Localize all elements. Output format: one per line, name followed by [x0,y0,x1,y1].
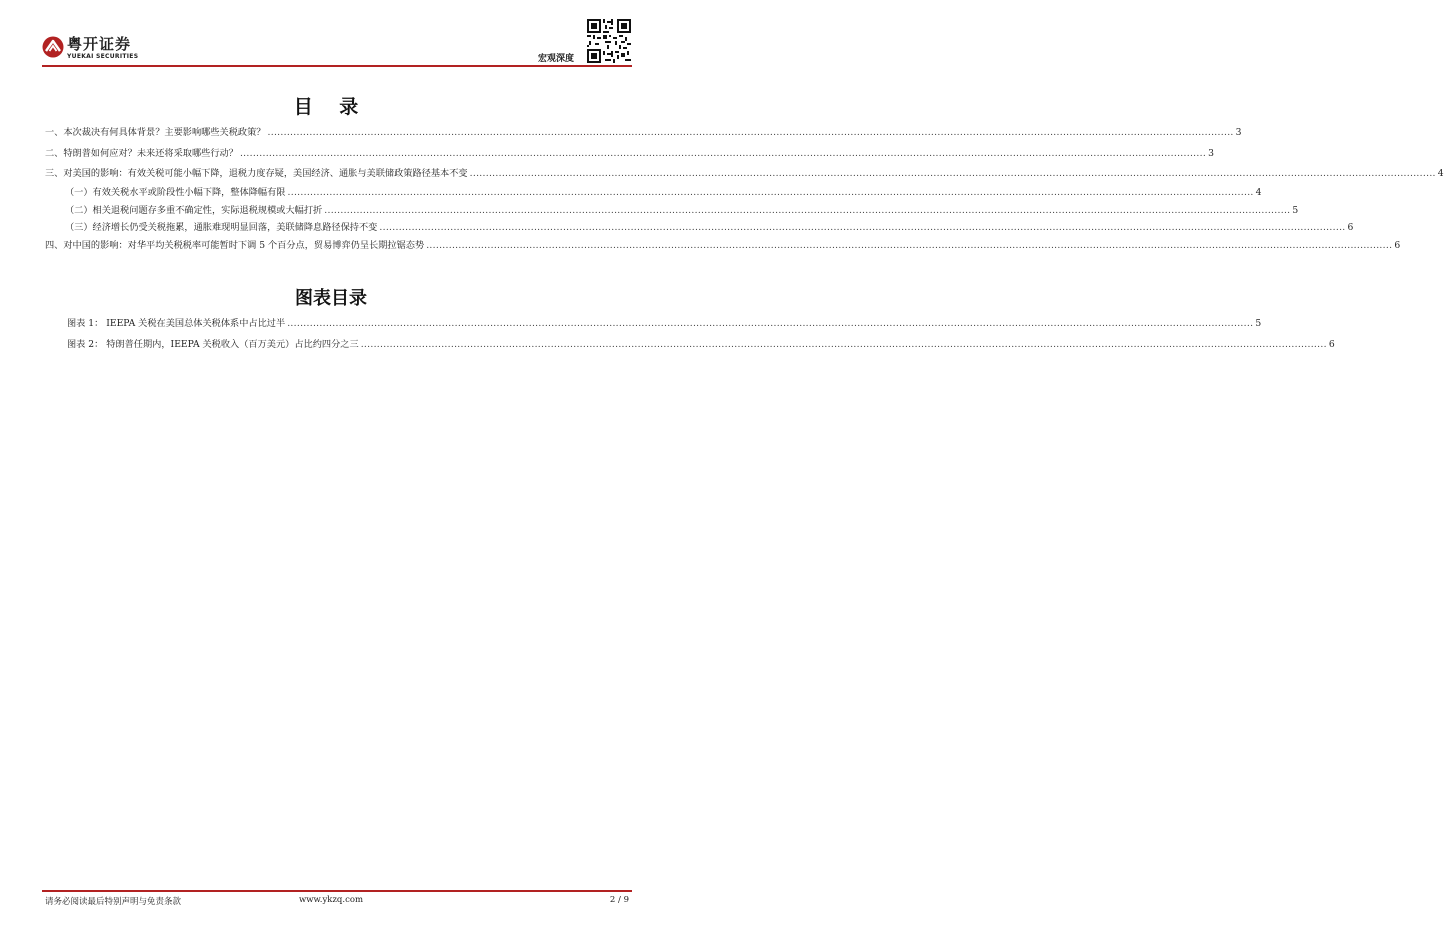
toc-item-page: 3 [1235,127,1242,138]
toc-leader-dots: ............................................................................................................................................................................................................................................................................................................ [379,222,1346,233]
toc-item[interactable] [45,168,1444,180]
toc-leader-dots: ............................................................................................................................................................................................................................................................................................................ [267,127,1234,138]
toc-leader-dots: ............................................................................................................................................................................................................................................................................................................ [287,318,1254,329]
toc-item-label: 三、对美国的影响：有效关税可能小幅下降，退税力度存疑，美国经济、通胀与美联储政策路径基本不变 [45,168,468,179]
figure-item[interactable] [67,339,1335,351]
yuekai-logo-icon [42,36,64,58]
footer-page-number: 2 / 9 [609,895,629,905]
toc-item-label: 四、对中国的影响：对华平均关税税率可能暂时下调 5 个百分点，贸易博弈仍呈长期拉锯态势 [45,240,425,251]
toc-item-page: 5 [1292,205,1299,216]
toc-leader-dots: ............................................................................................................................................................................................................................................................................................................ [239,148,1207,159]
toc-item-page: 6 [1347,222,1354,233]
footer-website-link[interactable]: www.ykzq.com [298,895,364,905]
page-header [0,0,662,70]
figure-item-label: 图表 2： 特朗普任期内，IEEPA 关税收入（百万美元）占比约四分之三 [67,339,359,350]
toc-item[interactable] [45,148,1214,160]
toc-subitem[interactable] [65,205,1299,217]
header-divider [42,65,632,67]
footer-disclaimer: 请务必阅读最后特别声明与免责条款 [45,897,182,907]
toc-subitem[interactable] [65,187,1262,199]
toc-leader-dots: ............................................................................................................................................................................................................................................................................................................ [324,205,1291,216]
company-logo [42,36,162,62]
toc-title: 目 录 [293,96,369,118]
figure-item-page: 6 [1328,339,1335,350]
toc-item-page: 3 [1208,148,1214,159]
figures-title: 图表目录 [295,288,367,309]
toc-subitem[interactable] [65,222,1354,234]
toc-leader-dots: ............................................................................................................................................................................................................................................................................................................ [287,187,1254,198]
figure-item[interactable] [67,318,1262,330]
toc-item-label: （三）经济增长仍受关税拖累，通胀难现明显回落，美联储降息路径保持不变 [65,222,378,233]
figure-item-page: 5 [1255,318,1262,329]
toc-item-page: 4 [1437,168,1444,179]
toc-item[interactable] [45,127,1242,139]
toc-item-label: 二、特朗普如何应对？未来还将采取哪些行动？ [45,148,238,159]
logo-chinese-name: 粤开证券 [67,35,132,53]
toc-leader-dots: ............................................................................................................................................................................................................................................................................................................ [426,240,1393,251]
toc-item-label: （二）相关退税问题存多重不确定性，实际退税规模或大幅打折 [65,205,323,216]
logo-english-name: YUEKAI SECURITIES [67,53,139,60]
toc-item[interactable] [45,240,1401,252]
toc-item-label: （一）有效关税水平或阶段性小幅下降，整体降幅有限 [65,187,286,198]
toc-item-page: 6 [1394,240,1401,251]
toc-item-label: 一、本次裁决有何具体背景？主要影响哪些关税政策？ [45,127,266,138]
toc-leader-dots: ............................................................................................................................................................................................................................................................................................................ [469,168,1436,179]
qr-code-icon [587,19,631,63]
toc-leader-dots: ............................................................................................................................................................................................................................................................................................................ [360,339,1327,350]
report-type-label: 宏观深度 [538,54,575,64]
toc-item-page: 4 [1255,187,1262,198]
figure-item-label: 图表 1： IEEPA 关税在美国总体关税体系中占比过半 [67,318,286,329]
footer-divider [42,890,632,892]
